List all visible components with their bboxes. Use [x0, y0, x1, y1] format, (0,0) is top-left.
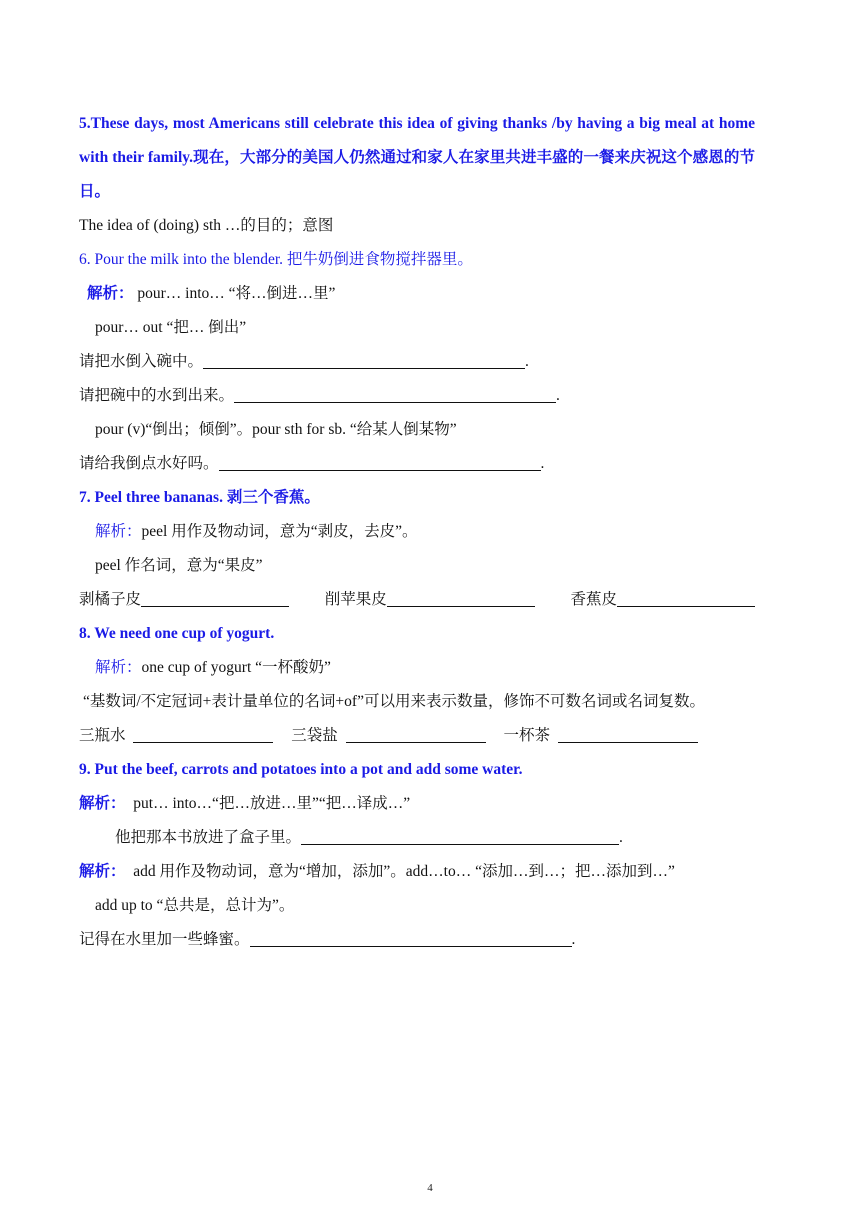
exercise-prompt: 请把水倒入碗中。	[79, 353, 204, 370]
fill-label: 剥橘子皮	[79, 591, 142, 608]
answer-blank[interactable]	[250, 930, 572, 947]
answer-blank[interactable]	[346, 726, 486, 743]
exercise-prompt: 请把碗中的水到出来。	[79, 387, 235, 404]
item-5-sentence	[79, 107, 755, 209]
fill-item	[325, 583, 535, 617]
item-9-exercise-2	[79, 923, 755, 957]
item-6-exercise-3	[79, 447, 755, 481]
item-6-exercise-1	[79, 345, 755, 379]
document-page	[79, 107, 755, 957]
answer-blank[interactable]	[387, 590, 535, 607]
period: .	[571, 931, 576, 948]
answer-blank[interactable]	[141, 590, 289, 607]
exercise-prompt: 请给我倒点水好吗。	[79, 455, 219, 472]
fill-label: 削苹果皮	[324, 591, 387, 608]
analysis-label: 解析：	[79, 863, 126, 880]
item-8-title: 8. We need one cup of yogurt.	[79, 625, 275, 642]
fill-item	[79, 727, 273, 744]
item-6-note-3: pour (v)“倒出；倾倒”。pour sth for sb. “给某人倒某物”	[95, 421, 457, 438]
answer-blank[interactable]	[617, 590, 755, 607]
item-6-analysis	[79, 277, 755, 311]
answer-blank[interactable]	[133, 726, 273, 743]
item-6-exercise-2	[79, 379, 755, 413]
item-7-fill-row	[79, 583, 755, 617]
item-5-note: The idea of (doing) sth …的目的；意图	[79, 217, 334, 234]
answer-blank[interactable]	[234, 386, 556, 403]
item-9-exercise-1	[79, 821, 755, 855]
item-7-note-1: peel 用作及物动词，意为“剥皮，去皮”。	[141, 523, 418, 540]
page-number: 4	[427, 1182, 433, 1194]
period: .	[556, 387, 560, 404]
period: .	[540, 455, 545, 472]
analysis-label: 解析：	[79, 795, 126, 812]
answer-blank[interactable]	[558, 726, 698, 743]
answer-blank[interactable]	[301, 828, 619, 845]
exercise-prompt: 他把那本书放进了盒子里。	[115, 829, 302, 846]
answer-blank[interactable]	[219, 454, 541, 471]
analysis-label: 解析：	[87, 285, 134, 302]
item-9-note-3: add up to “总共是，总计为”。	[95, 897, 295, 914]
fill-item	[570, 583, 755, 617]
item-7-note-2: peel 作名词，意为“果皮”	[95, 557, 263, 574]
item-8-note-1: one cup of yogurt “一杯酸奶”	[141, 659, 331, 676]
item-6-note-1: pour… into… “将…倒进…里”	[133, 285, 336, 302]
analysis-label: 解析：	[95, 523, 142, 540]
item-5-chinese: 现在，大部分的美国人仍然通过和家人在家里共进丰盛的一餐来庆祝这个感恩的节日。	[79, 149, 755, 200]
period: .	[525, 353, 529, 370]
item-8-analysis	[79, 651, 755, 685]
item-8-note-2: “基数词/不定冠词+表计量单位的名词+of”可以用来表示数量，修饰不可数名词或名词复数。	[83, 693, 705, 710]
fill-item	[291, 727, 485, 744]
fill-label: 一杯茶	[503, 727, 551, 744]
fill-label: 香蕉皮	[570, 591, 617, 608]
fill-label: 三瓶水	[79, 727, 126, 744]
item-7-analysis	[79, 515, 755, 549]
item-9-title: 9. Put the beef, carrots and potatoes into a pot and add some water.	[79, 761, 523, 778]
item-7-title: 7. Peel three bananas. 剥三个香蕉。	[79, 489, 320, 506]
item-6-note-2: pour… out “把… 倒出”	[95, 319, 247, 336]
answer-blank[interactable]	[203, 352, 525, 369]
fill-item	[504, 727, 698, 744]
item-8-fill-row	[79, 719, 755, 753]
item-5-english: 5.These days, most Americans still celebrate this idea of giving thanks /by having a big meal at home with their family.	[79, 115, 755, 166]
fill-item	[79, 583, 289, 617]
period: .	[619, 829, 623, 846]
item-9-analysis-2	[79, 855, 755, 889]
analysis-label: 解析：	[95, 659, 142, 676]
item-6-title: 6. Pour the milk into the blender. 把牛奶倒进食物搅拌器里。	[79, 251, 473, 268]
fill-label: 三袋盐	[291, 727, 338, 744]
item-9-note-2: add 用作及物动词，意为“增加，添加”。add…to… “添加…到…；把…添加到…”	[133, 863, 675, 880]
item-9-note-1: put… into…“把…放进…里”“把…译成…”	[133, 795, 411, 812]
exercise-prompt: 记得在水里加一些蜂蜜。	[79, 931, 250, 948]
item-9-analysis-1	[79, 787, 755, 821]
